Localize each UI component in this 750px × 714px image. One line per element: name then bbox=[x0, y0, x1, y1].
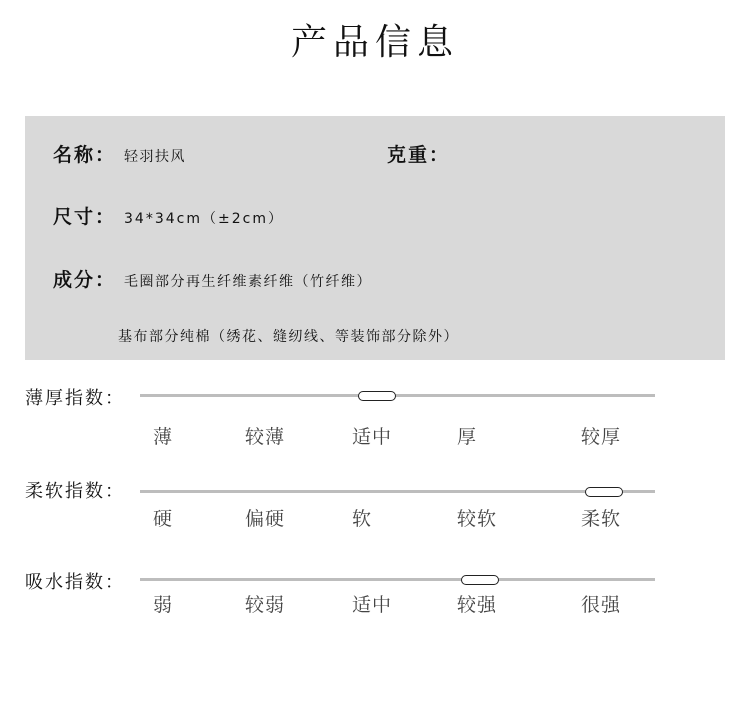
absorbency-option: 较强 bbox=[457, 594, 498, 616]
composition-row bbox=[53, 265, 372, 292]
absorbency-option: 弱 bbox=[153, 594, 174, 616]
size-row bbox=[53, 202, 284, 229]
composition-label: 成分： bbox=[53, 269, 117, 291]
absorbency-scale-label: 吸水指数： bbox=[25, 572, 125, 593]
softness-option: 软 bbox=[352, 508, 373, 530]
weight-row bbox=[387, 140, 458, 167]
size-value: 34*34cm（±2cm） bbox=[124, 211, 284, 227]
softness-scale-label: 柔软指数： bbox=[25, 481, 125, 502]
thickness-option: 适中 bbox=[352, 426, 393, 448]
softness-option: 较软 bbox=[457, 508, 498, 530]
weight-label: 克重： bbox=[387, 144, 451, 166]
size-label: 尺寸： bbox=[53, 206, 117, 228]
absorbency-marker bbox=[461, 575, 499, 585]
thickness-track bbox=[140, 394, 655, 397]
thickness-option: 较厚 bbox=[581, 426, 622, 448]
thickness-option: 较薄 bbox=[245, 426, 286, 448]
absorbency-track bbox=[140, 578, 655, 581]
thickness-option: 薄 bbox=[153, 426, 174, 448]
thickness-scale-label: 薄厚指数： bbox=[25, 388, 125, 409]
thickness-marker bbox=[358, 391, 396, 401]
softness-option: 柔软 bbox=[581, 508, 622, 530]
name-label: 名称： bbox=[53, 144, 117, 166]
page-title: 产品信息 bbox=[290, 22, 459, 63]
absorbency-option: 较弱 bbox=[245, 594, 286, 616]
softness-option: 硬 bbox=[153, 508, 174, 530]
softness-track bbox=[140, 490, 655, 493]
thickness-option: 厚 bbox=[457, 426, 478, 448]
absorbency-option: 适中 bbox=[352, 594, 393, 616]
product-info-panel bbox=[25, 116, 725, 360]
softness-option: 偏硬 bbox=[245, 508, 286, 530]
composition-value-2: 基布部分纯棉（绣花、缝纫线、等装饰部分除外） bbox=[118, 329, 459, 345]
softness-marker bbox=[585, 487, 623, 497]
absorbency-option: 很强 bbox=[581, 594, 622, 616]
name-row bbox=[53, 140, 186, 167]
composition-row-2 bbox=[118, 326, 459, 346]
name-value: 轻羽扶风 bbox=[124, 149, 187, 165]
composition-value: 毛圈部分再生纤维素纤维（竹纤维） bbox=[124, 274, 373, 290]
